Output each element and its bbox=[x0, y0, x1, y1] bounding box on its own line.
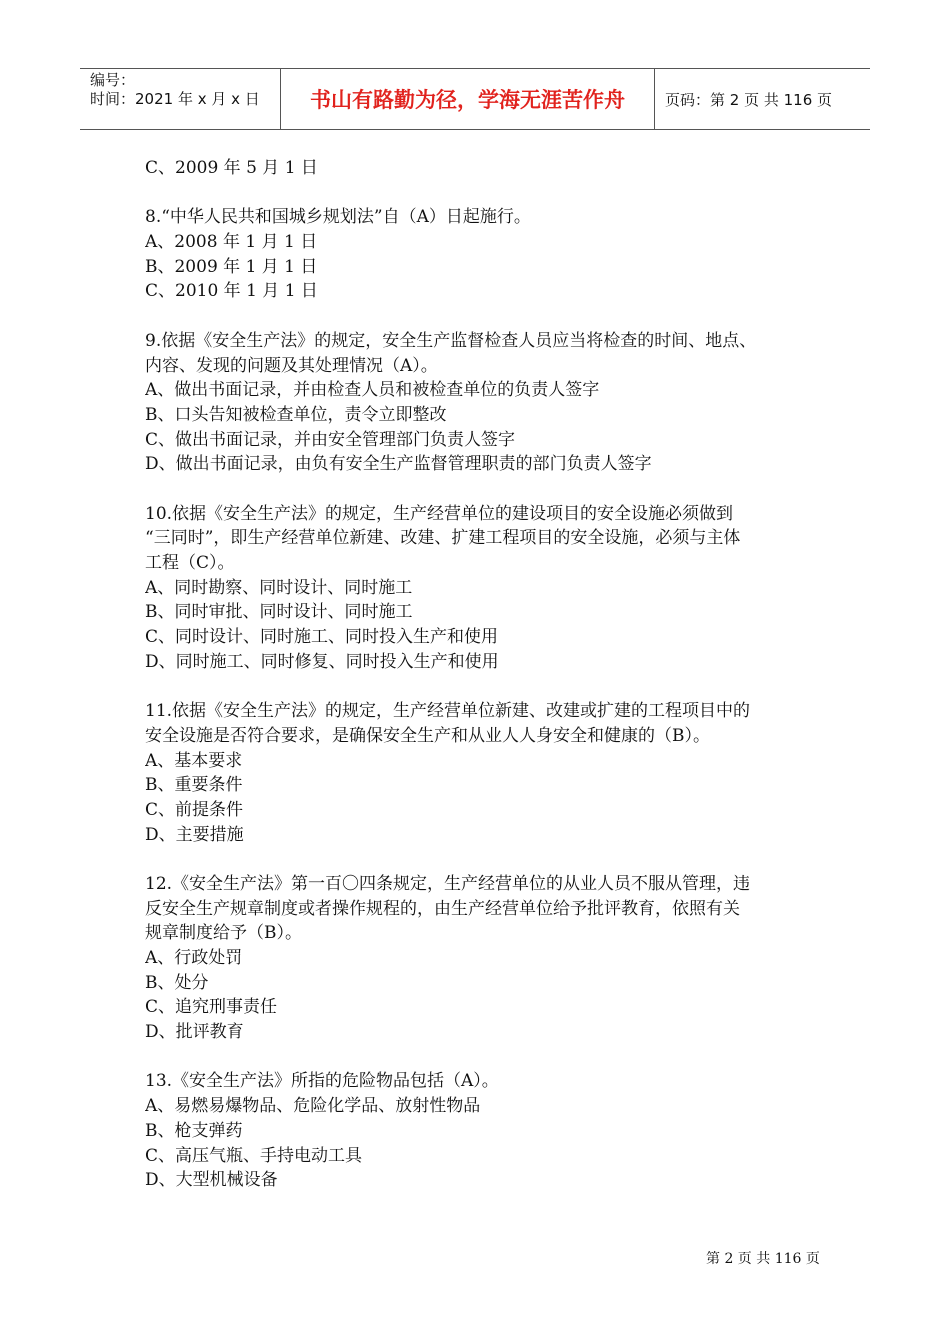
text-line: 规章制度给予（B）。 bbox=[145, 923, 302, 944]
text-line: B、重要条件 bbox=[145, 775, 243, 796]
text-line: B、处分 bbox=[145, 972, 209, 993]
text-line: C、前提条件 bbox=[145, 799, 244, 820]
page-header bbox=[80, 68, 870, 130]
text-line: 9.依据《安全生产法》的规定，安全生产监督检查人员应当将检查的时间、地点、 bbox=[145, 330, 757, 351]
text-line: A、基本要求 bbox=[145, 750, 243, 771]
page-footer: 第 2 页 共 116 页 bbox=[706, 1251, 820, 1267]
text-line: B、口头告知被检查单位，责令立即整改 bbox=[145, 404, 447, 425]
document-time: 时间：2021 年 x 月 x 日 bbox=[90, 90, 260, 108]
text-line: C、追究刑事责任 bbox=[145, 997, 278, 1018]
text-line: B、同时审批、同时设计、同时施工 bbox=[145, 602, 413, 623]
text-line: 反安全生产规章制度或者操作规程的，由生产经营单位给予批评教育，依照有关 bbox=[145, 898, 740, 919]
text-line: C、做出书面记录，并由安全管理部门负责人签字 bbox=[145, 429, 516, 450]
text-line: “三同时”，即生产经营单位新建、改建、扩建工程项目的安全设施，必须与主体 bbox=[145, 528, 741, 549]
text-line: D、大型机械设备 bbox=[145, 1170, 278, 1191]
text-line: A、做出书面记录，并由检查人员和被检查单位的负责人签字 bbox=[145, 380, 600, 401]
text-line: C、高压气瓶、手持电动工具 bbox=[145, 1145, 363, 1166]
text-line: A、行政处罚 bbox=[145, 948, 243, 968]
text-line: 10.依据《安全生产法》的规定，生产经营单位的建设项目的安全设施必须做到 bbox=[145, 503, 734, 524]
text-line: 8.“中华人民共和国城乡规划法”自（A）日起施行。 bbox=[145, 207, 531, 228]
paragraph-gap bbox=[145, 674, 810, 699]
text-line: D、批评教育 bbox=[145, 1022, 244, 1043]
header-page-info: 页码：第 2 页 共 116 页 bbox=[665, 90, 833, 109]
paragraph-gap bbox=[145, 1045, 810, 1070]
paragraph-gap bbox=[145, 181, 810, 206]
paragraph-gap bbox=[145, 477, 810, 502]
paragraph-gap bbox=[145, 304, 810, 329]
text-line: 安全设施是否符合要求，是确保安全生产和从业人人身安全和健康的（B）。 bbox=[145, 725, 710, 746]
document-number-label: 编号： bbox=[90, 71, 136, 89]
text-line: B、枪支弹药 bbox=[145, 1120, 243, 1141]
text-line: C、2009 年 5 月 1 日 bbox=[145, 158, 318, 178]
text-line: C、同时设计、同时施工、同时投入生产和使用 bbox=[145, 627, 499, 648]
paragraph-gap bbox=[145, 847, 810, 872]
text-line: D、做出书面记录，由负有安全生产监督管理职责的部门负责人签字 bbox=[145, 454, 652, 475]
text-line: D、同时施工、同时修复、同时投入生产和使用 bbox=[145, 651, 499, 672]
text-line: B、2009 年 1 月 1 日 bbox=[145, 256, 318, 277]
text-line: 11.依据《安全生产法》的规定，生产经营单位新建、改建或扩建的工程项目中的 bbox=[145, 701, 751, 722]
text-line: 工程（C）。 bbox=[145, 553, 235, 573]
text-line: A、同时勘察、同时设计、同时施工 bbox=[145, 577, 413, 598]
header-motto: 书山有路勤为径，学海无涯苦作舟 bbox=[281, 69, 655, 129]
text-line: 12.《安全生产法》第一百〇四条规定，生产经营单位的从业人员不服从管理，违 bbox=[145, 873, 751, 894]
text-line: A、2008 年 1 月 1 日 bbox=[145, 232, 318, 253]
text-line: D、主要措施 bbox=[145, 824, 244, 845]
header-meta bbox=[80, 69, 281, 129]
question-content bbox=[145, 156, 810, 1193]
text-line: 13.《安全生产法》所指的危险物品包括（A）。 bbox=[145, 1071, 499, 1092]
text-line: 内容、发现的问题及其处理情况（A）。 bbox=[145, 355, 438, 376]
text-line: C、2010 年 1 月 1 日 bbox=[145, 281, 318, 302]
text-line: A、易燃易爆物品、危险化学品、放射性物品 bbox=[145, 1096, 481, 1117]
